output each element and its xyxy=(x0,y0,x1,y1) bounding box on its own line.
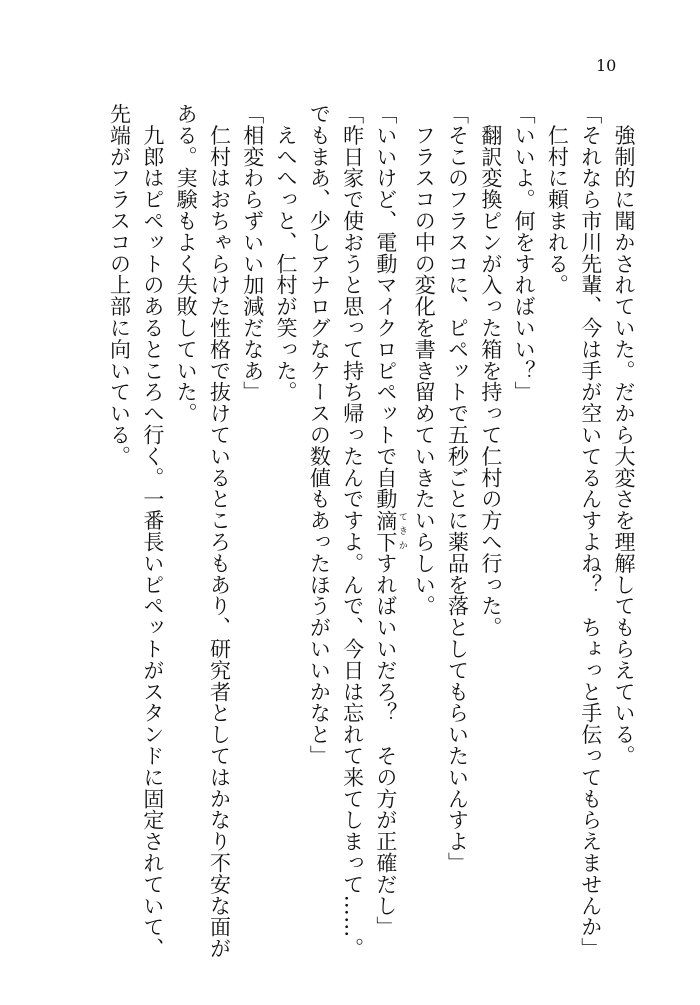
body-text xyxy=(102,103,640,963)
text-line-8 xyxy=(369,103,407,963)
text-line-9: 「昨日家で使おうと思って持ち帰ったんですよ。んで、今日は忘れて来てしまって……。 xyxy=(340,103,365,959)
text-line-13: 仁村はおちゃらけた性格で抜けているところもあり、研究者としてはかなり不安な面が xyxy=(207,103,232,959)
text-line-14: ある。実験もよく失敗していた。 xyxy=(174,103,199,424)
ruby-annotation xyxy=(373,509,407,553)
text-line-12: 「相変わらずいい加減だなあ」 xyxy=(240,103,265,403)
page-number: 10 xyxy=(596,56,617,75)
text-line-16: 先端がフラスコの上部に向いている。 xyxy=(107,103,132,467)
text-line-10: でもまあ、少しアナログなケースの数値もあったほうがいいかなと」 xyxy=(307,103,332,767)
ruby-base: 滴下 xyxy=(373,509,398,553)
text-line-2: 「それなら市川先輩、今は手が空いてるんすよね？ ちょっと手伝ってもらえませんか」 xyxy=(578,103,603,959)
text-line-6: 「そこのフラスコに、ピペットで五秒ごとに薬品を落としてもらいたいんすよ」 xyxy=(445,103,470,874)
text-line-15: 九郎はピペットのあるところへ行く。一番長いピペットがスタンドに固定されていて、 xyxy=(140,103,165,959)
text-line-4: 「いいよ。何をすればいい？」 xyxy=(512,103,537,403)
text-line-8-end: すればいいだろ？ その方が正確だし」 xyxy=(373,552,398,938)
text-line-8-start: 「いいけど、電動マイクロピペットで自動 xyxy=(373,103,398,510)
text-line-3: 仁村に頼まれる。 xyxy=(545,103,570,296)
text-line-1: 強制的に聞かされていた。だから大変さを理解してもらえている。 xyxy=(612,103,636,767)
text-line-11: えへへっと、仁村が笑った。 xyxy=(274,103,299,403)
text-line-5: 翻訳変換ピンが入った箱を持って仁村の方へ行った。 xyxy=(478,103,503,638)
text-line-7: フラスコの中の変化を書き留めていきたいらしい。 xyxy=(412,103,437,617)
ruby-reading: てきか xyxy=(396,509,407,553)
